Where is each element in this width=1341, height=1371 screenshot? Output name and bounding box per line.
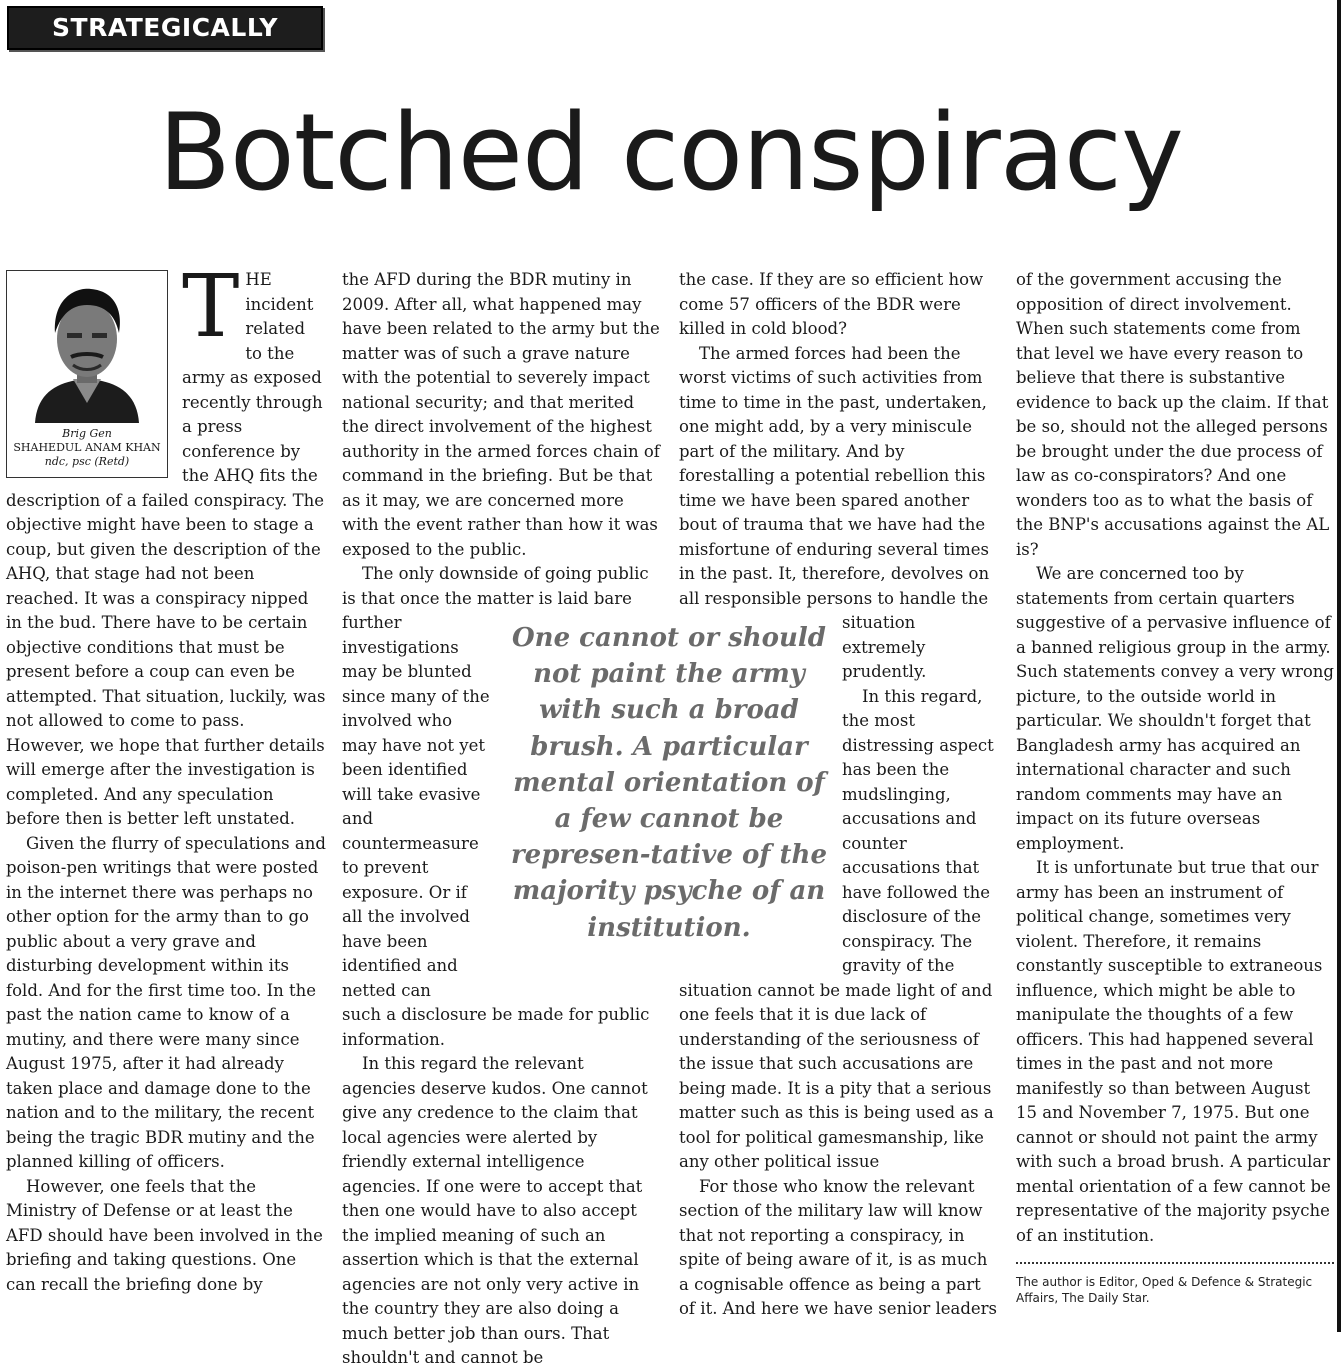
paragraph: the case. If they are so efficient how come 57 officers of the BDR were killed in cold blood? xyxy=(679,270,984,338)
drop-cap: T xyxy=(182,257,240,357)
byline-name: SHAHEDUL ANAM KHAN xyxy=(13,441,161,454)
headline: Botched conspiracy xyxy=(158,91,1183,214)
author-photo-box xyxy=(6,270,168,478)
paragraph: The armed forces had been the worst victims of such activities from time to time in the past, undertaken, one might add, by a very miniscule part of the military. And by forestalling a potential rebellion this time we have been spared another bout of trauma that we have had the misfortune of enduring several times in the past. It, therefore, devolves on all responsible persons to handle the xyxy=(679,343,990,608)
paragraph: the AFD during the BDR mutiny in 2009. After all, what happened may have been related to the army but the matter was of such a grave nature with the potential to severely impact national security; and that merited the direct involvement of the highest authority in the armed forces chain of command in the briefing. But be that as it may, we are concerned more with the event rather than how it was exposed to the public. xyxy=(342,270,660,559)
paragraph: It is unfortunate but true that our army has been an instrument of political change, sometimes very violent. Therefore, it remains constantly susceptible to extraneous influence, which might be able to manipulate the thoughts of a few officers. This had happened several times in the past and not more manifestly so than between August 15 and November 7, 1975. But one cannot or should not paint the army with such a broad brush. A particular mental orientation of a few cannot be representative of the majority psyche of an institution. xyxy=(1016,858,1331,1245)
paragraph: situation cannot be made light of and one feels that it is due lack of understanding of the seriousness of the issue that such accusations are being made. It is a pity that a serious matter such as this is being used as a tool for political gamesmanship, like any other political issue xyxy=(679,980,994,1171)
footnote-divider xyxy=(1016,1262,1334,1264)
paragraph: of the government accusing the opposition of direct involvement. When such statements come from that level we have every reason to believe that there is substantive evidence to back up the claim. If that be so, should not the alleged persons be brought under the due process of law as co-conspirators? And one wonders too as to what the basis of the BNP's accusations against the AL is? xyxy=(1016,270,1330,559)
pull-quote: One cannot or should not paint the army with such a broad brush. A particular mental orientation of a few cannot be represen-tative of the majority psyche of an institution. xyxy=(510,623,827,943)
article-column-4 xyxy=(1016,268,1334,1306)
paragraph: We are concerned too by statements from certain quarters suggestive of a pervasive influence of a banned religious group in the army. Such statements convey a very wrong picture, to the outside world in particular. We shouldn't forget that Bangladesh army has acquired an international character and such random comments may have an impact on its future overseas employment. xyxy=(1016,564,1334,853)
section-kicker: STRATEGICALLY SPEAKING xyxy=(7,6,323,50)
paragraph: Given the flurry of speculations and poison-pen writings that were posted in the internet there was perhaps no other option for the army than to go public about a very grave and disturbing development within its fold. And for the first time too. In the past the nation came to know of a mutiny, and there were many since August 1975, after it had already taken place and damage done to the nation and to the military, the recent being the tragic BDR mutiny and the planned killing of officers. xyxy=(6,833,326,1171)
byline-rank: Brig Gen xyxy=(62,427,112,440)
paragraph: For those who know the relevant section of the military law will know that not reporting a conspiracy, in spite of being aware of it, is as much a cognisable offence as being a part of it. And here we have senior leaders xyxy=(679,1176,998,1318)
paragraph-lead: HE incident related to the army as exposed recently through a press conference by the AHQ fits the description of a failed conspiracy. The objective might have been to stage a coup, but given the description of the AHQ, that stage had not been reached. It was a conspiracy nipped in the bud. There have to be certain objective conditions that must be present before a coup can even be attempted. That situation, luckily, was not allowed to come to pass. However, we hope that further details will emerge after the investigation is completed. And any speculation before then is better left unstated. xyxy=(6,270,326,828)
author-portrait-icon xyxy=(31,277,143,423)
paragraph: In this regard the relevant agencies deserve kudos. One cannot give any credence to the claim that local agencies were alerted by friendly external intelligence agencies. If one were to accept that then one would have to also accept the implied meaning of such an assertion which is that the external agencies are not only very active in the country they are also doing a much better job than ours. That shouldn't and cannot be xyxy=(342,1054,648,1367)
paragraph: further investigations may be blunted since many of the involved who may have not yet been identified will take evasive and countermeasure to prevent exposure. Or if all the involved have been identified and netted can xyxy=(342,613,490,1000)
paragraph: In this regard, the most distressing aspect has been the mudslinging, accusations and counter accusations that have followed the disclosure of the conspiracy. The gravity of the xyxy=(842,686,994,975)
paragraph: However, one feels that the Ministry of Defense or at least the AFD should have been involved in the briefing and taking questions. One can recall the briefing done by xyxy=(6,1176,323,1294)
byline-credentials: ndc, psc (Retd) xyxy=(44,455,130,468)
author-footnote: The author is Editor, Oped & Defence & Strategic Affairs, The Daily Star. xyxy=(1016,1275,1313,1305)
paragraph: such a disclosure be made for public information. xyxy=(342,1005,650,1049)
paragraph: situation extremely prudently. xyxy=(842,613,927,681)
article-column-1 xyxy=(6,257,326,1297)
paragraph: The only downside of going public is that once the matter is laid bare xyxy=(342,564,649,608)
